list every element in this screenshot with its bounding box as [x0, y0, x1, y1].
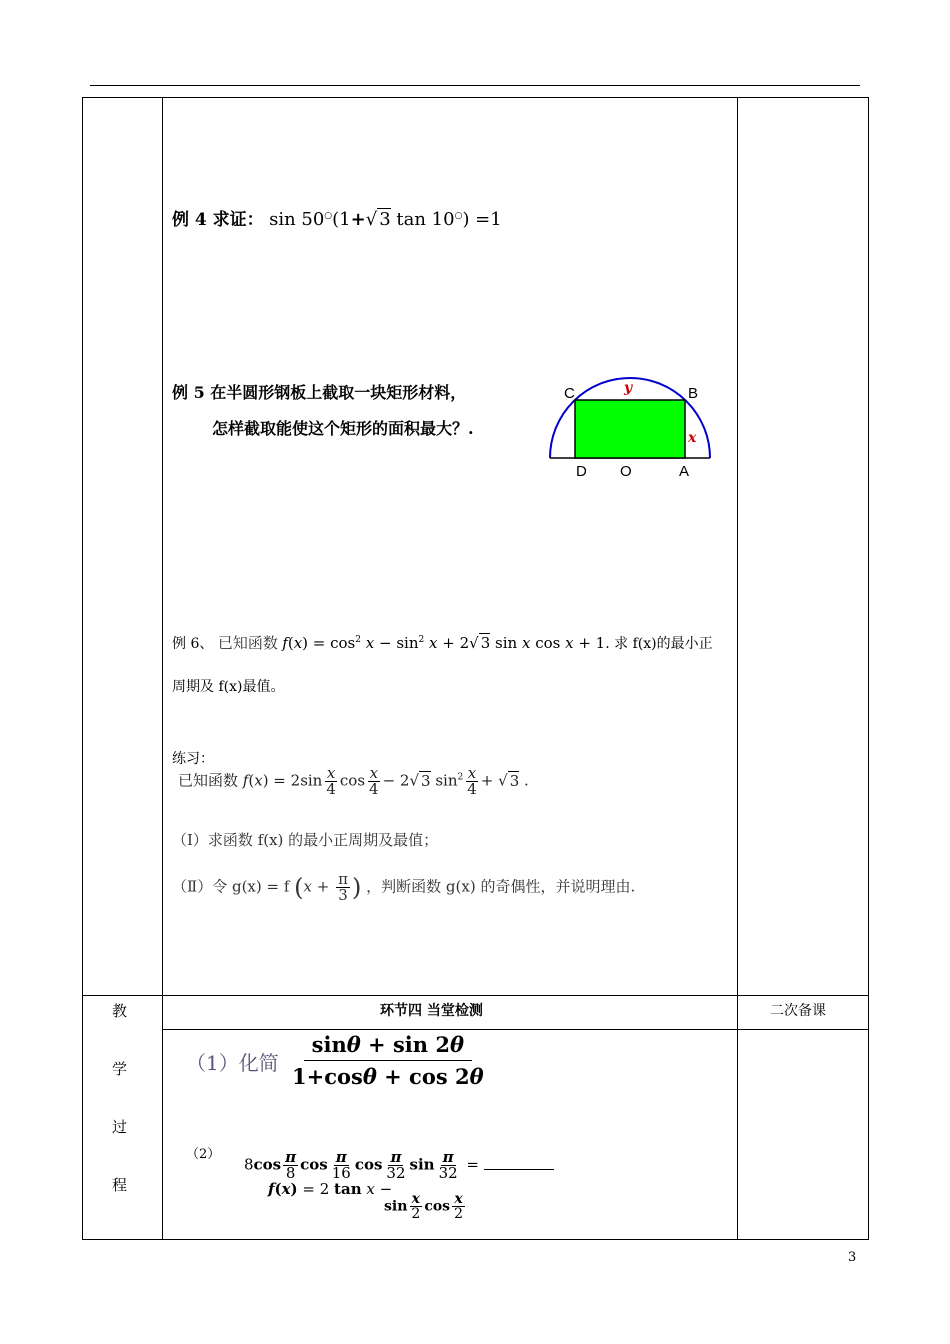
label-A: A: [679, 463, 690, 480]
right-column-lower: [737, 1029, 869, 1240]
exercise1-label: （1）化简: [186, 1051, 279, 1075]
header-rule: [90, 85, 860, 86]
example6-line2: 周期及 f(x)最值。: [172, 679, 285, 695]
practice-part2-pre: （Ⅱ）令 g(x) = f: [172, 877, 290, 896]
label-O: O: [620, 463, 632, 480]
secondary-prep-label: 二次备课: [770, 1003, 826, 1019]
example5-line1: 例 5 在半圆形钢板上截取一块矩形材料，: [172, 383, 467, 402]
section-title: 环节四 当堂检测: [380, 1003, 483, 1019]
practice-given: 已知函数: [178, 771, 239, 790]
example6-prefix: 例 6、: [172, 636, 214, 652]
example4: [172, 205, 502, 230]
example6-formula: f: [282, 634, 288, 652]
example6-suffix: 求 f(x)的最小正: [614, 636, 713, 652]
label-D: D: [576, 463, 587, 480]
semicircle-figure: [540, 368, 720, 483]
exercise3-expression: f(x) = 2 tan x −: [268, 1180, 393, 1198]
inscribed-rectangle: [575, 400, 685, 458]
practice-heading: 练习：: [172, 751, 214, 767]
example4-label: 例 4 求证：: [172, 210, 264, 230]
exercise2-expression: 8cos $\frac{\pi}{8}$ cos $\frac{\pi}{16}$ cos $\frac{\pi}{32}$ sin $\frac{\pi}{32}$ =: [244, 1150, 554, 1181]
practice-part2: （Ⅱ）令 g(x) = f (x + $\frac{\pi}{3}$ ) ，判断函数 g(x) 的奇偶性，并说明理由.: [172, 870, 636, 904]
right-column-upper: [737, 97, 869, 996]
side-label-3: 过: [112, 1118, 128, 1136]
practice-part1: （Ⅰ）求函数 f(x) 的最小正周期及最值；: [172, 831, 439, 849]
exercise1-fraction: [292, 1032, 484, 1089]
label-B: B: [688, 385, 699, 402]
side-label-2: 学: [112, 1060, 128, 1078]
label-x: x: [688, 430, 697, 446]
exercise1-denominator: 1+cosθ + cos 2θ: [292, 1064, 484, 1089]
exercise1-numerator: sinθ + sin 2θ: [304, 1032, 472, 1061]
page-number: 3: [848, 1250, 857, 1265]
label-y: y: [624, 380, 633, 396]
example6-line1: 例 6、 已知函数 $f(x) = \cos^2 x - \sin^2 x + 2√$ 3 sin x cos x + 1. 求 f(x)的最小正: [172, 634, 713, 652]
label-C: C: [564, 385, 575, 402]
left-column-upper: [82, 97, 163, 996]
practice-part2-post: ，判断函数 g(x) 的奇偶性，并说明理由.: [366, 877, 636, 896]
exercise3-denominator: sin $\frac{x}{2}$ cos $\frac{x}{2}$: [384, 1191, 463, 1222]
example6-given: 已知函数: [217, 634, 278, 652]
example5-line2: 怎样截取能使这个矩形的面积最大？.: [212, 419, 474, 438]
exercise2-label: （2）: [186, 1147, 221, 1162]
main-content-upper: [162, 97, 738, 996]
side-label-4: 程: [112, 1176, 128, 1194]
side-label-1: 教: [112, 1002, 128, 1020]
example4-expression: sin 50○(1+√ 3 tan 10○) =1: [269, 209, 502, 230]
practice-formula: 已知函数 f(x) = 2sin $\frac{x}{4}$ cos $\frac{x}{4}$ − 2√ 3 $\sin^2$ $\frac{x}{4}$ + √ 3 .: [178, 764, 529, 798]
